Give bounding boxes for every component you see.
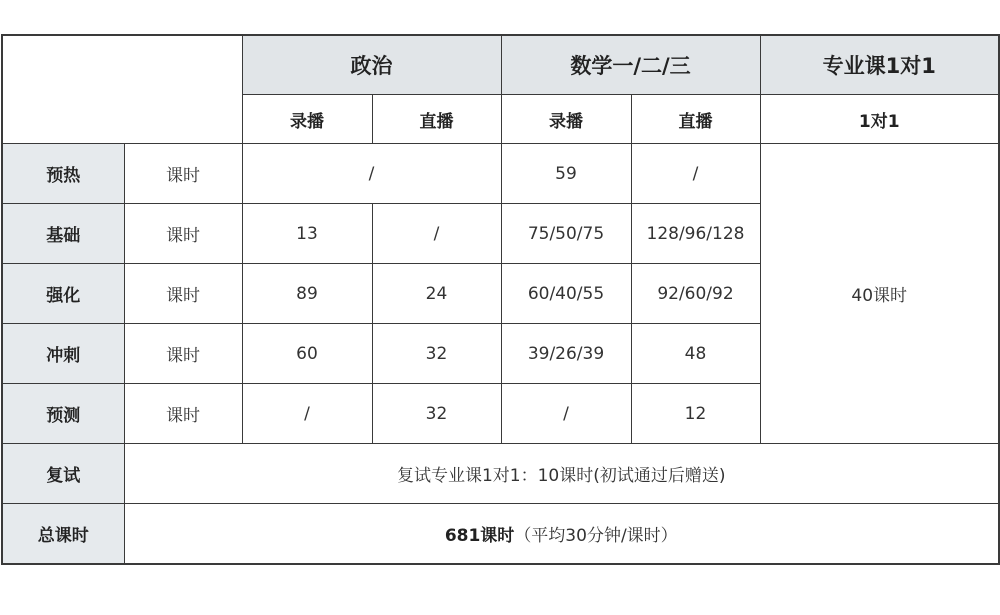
politics-live-cell: / — [372, 204, 501, 264]
politics-recorded-cell: 13 — [242, 204, 372, 264]
math-recorded-cell: / — [501, 384, 631, 444]
math-live-cell: 48 — [631, 324, 760, 384]
retest-text: 复试专业课1对1：10课时(初试通过后赠送) — [124, 444, 999, 504]
politics-merged-cell: / — [242, 144, 501, 204]
course-hours-table — [1, 34, 1000, 565]
total-label: 总课时 — [2, 504, 124, 565]
total-row — [2, 504, 999, 565]
unit-cell: 课时 — [124, 324, 242, 384]
math-live-cell: 12 — [631, 384, 760, 444]
table-row — [2, 144, 999, 204]
unit-cell: 课时 — [124, 144, 242, 204]
unit-cell: 课时 — [124, 384, 242, 444]
unit-cell: 课时 — [124, 264, 242, 324]
stage-label: 预测 — [2, 384, 124, 444]
politics-recorded-cell: 89 — [242, 264, 372, 324]
stage-label: 基础 — [2, 204, 124, 264]
math-live-cell: / — [631, 144, 760, 204]
politics-recorded-cell: / — [242, 384, 372, 444]
retest-row — [2, 444, 999, 504]
header-politics: 政治 — [242, 35, 501, 95]
politics-live-cell: 24 — [372, 264, 501, 324]
unit-cell: 课时 — [124, 204, 242, 264]
subheader-politics-live: 直播 — [372, 95, 501, 144]
politics-live-cell: 32 — [372, 324, 501, 384]
subheader-math-live: 直播 — [631, 95, 760, 144]
math-live-cell: 128/96/128 — [631, 204, 760, 264]
math-recorded-cell: 60/40/55 — [501, 264, 631, 324]
politics-live-cell: 32 — [372, 384, 501, 444]
subheader-math-recorded: 录播 — [501, 95, 631, 144]
math-recorded-cell: 59 — [501, 144, 631, 204]
header-major: 专业课1对1 — [760, 35, 999, 95]
subheader-major-one-on-one: 1对1 — [760, 95, 999, 144]
politics-recorded-cell: 60 — [242, 324, 372, 384]
corner-cell — [2, 35, 242, 144]
math-recorded-cell: 39/26/39 — [501, 324, 631, 384]
total-note: （平均30分钟/课时） — [514, 526, 678, 546]
stage-label: 强化 — [2, 264, 124, 324]
retest-label: 复试 — [2, 444, 124, 504]
total-hours: 681课时 — [444, 526, 515, 546]
stage-label: 预热 — [2, 144, 124, 204]
header-math: 数学一/二/三 — [501, 35, 760, 95]
math-recorded-cell: 75/50/75 — [501, 204, 631, 264]
subheader-politics-recorded: 录播 — [242, 95, 372, 144]
major-hours-cell: 40课时 — [760, 144, 999, 444]
math-live-cell: 92/60/92 — [631, 264, 760, 324]
total-cell — [124, 504, 999, 565]
stage-label: 冲刺 — [2, 324, 124, 384]
